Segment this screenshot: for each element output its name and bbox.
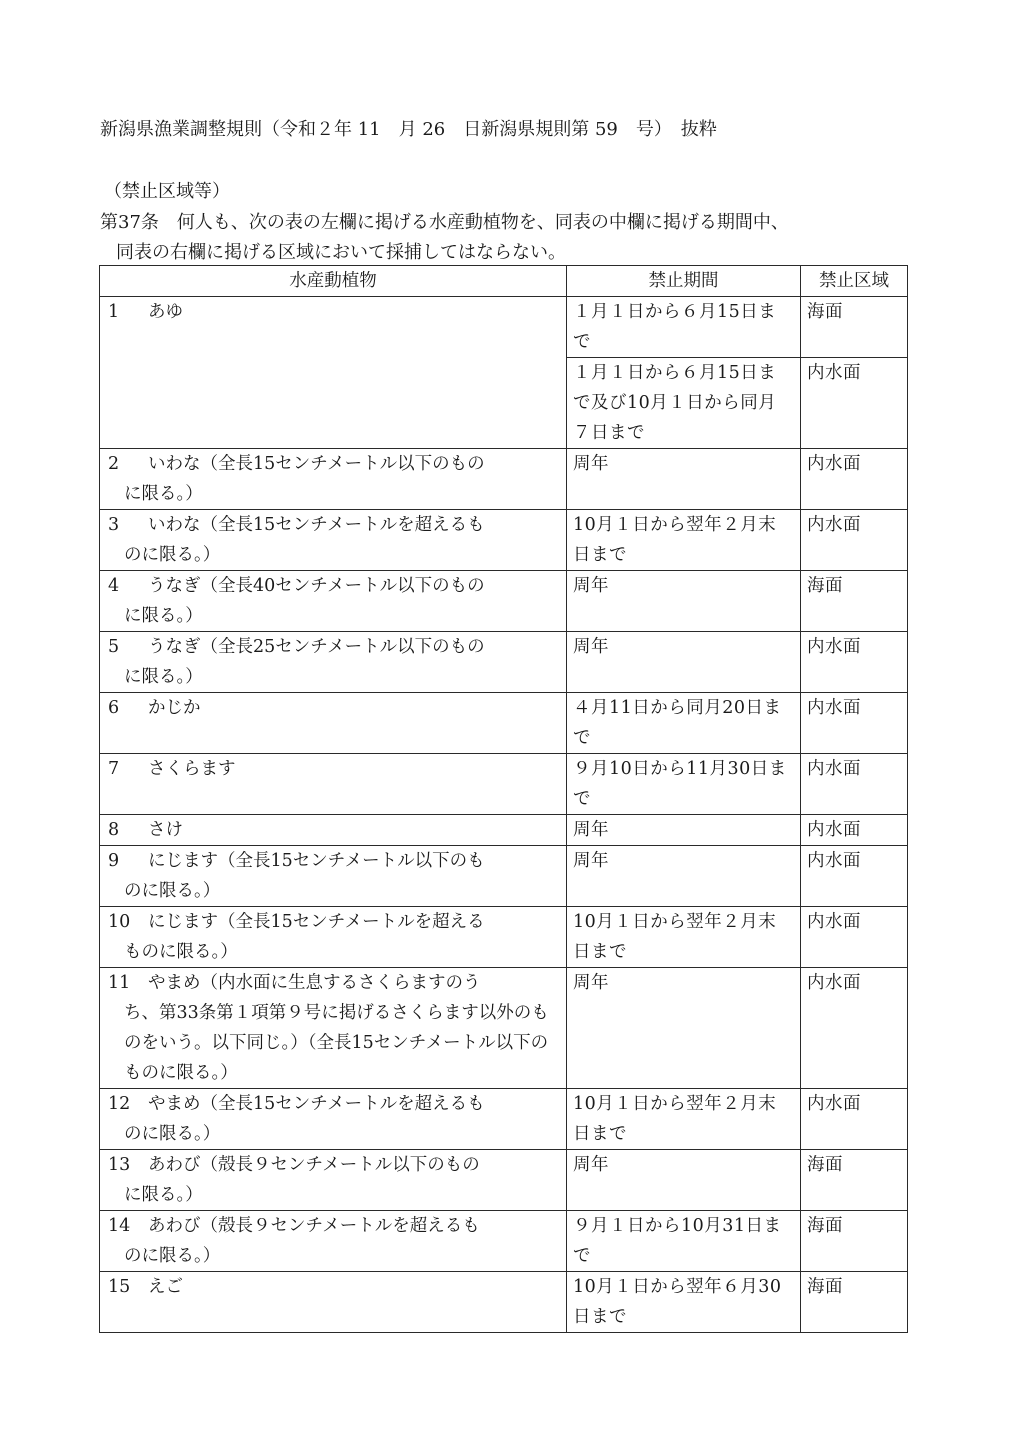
table-row [100, 449, 908, 510]
species-entry [108, 693, 560, 723]
row-number: 8 [108, 820, 120, 840]
species-entry [108, 846, 560, 906]
species-name: かじか [148, 698, 201, 718]
area-cell: 海面 [801, 571, 908, 632]
species-cell [100, 571, 567, 632]
table-row [100, 1089, 908, 1150]
species-cell [100, 632, 567, 693]
table-row [100, 968, 908, 1089]
species-entry [108, 1272, 560, 1302]
row-number: 10 [108, 912, 131, 932]
table-row [100, 1211, 908, 1272]
article-text [100, 208, 920, 268]
species-name: あわび（殻長９センチメートルを超えるも [148, 1216, 480, 1236]
species-entry [108, 449, 560, 509]
species-name: あわび（殻長９センチメートル以下のもの [148, 1155, 480, 1175]
area-cell: 内水面 [801, 693, 908, 754]
species-name-cont: ち、第33条第１項第９号に掲げるさくらます以外のものをいう。以下同じ。）（全長15センチメートル以下のものに限る。） [124, 1003, 549, 1083]
species-entry [108, 968, 560, 1088]
species-name: さくらます [148, 759, 236, 779]
species-name-cont: のに限る。） [124, 545, 221, 565]
row-number: 4 [108, 576, 120, 596]
area-cell: 内水面 [801, 1089, 908, 1150]
species-cell [100, 297, 567, 449]
row-number: 5 [108, 637, 120, 657]
area-cell: 内水面 [801, 815, 908, 846]
row-number: 12 [108, 1094, 131, 1114]
table-row [100, 815, 908, 846]
area-cell: 内水面 [801, 968, 908, 1089]
table-row [100, 907, 908, 968]
section-heading: （禁止区域等） [104, 181, 230, 202]
species-cell [100, 693, 567, 754]
species-entry [108, 1211, 560, 1271]
species-cell [100, 907, 567, 968]
area-cell: 内水面 [801, 449, 908, 510]
species-name-cont: のに限る。） [124, 1246, 221, 1266]
species-entry [108, 815, 560, 845]
species-cell [100, 754, 567, 815]
page-title: 新潟県漁業調整規則（令和２年 11 月 26 日新潟県規則第 59 号） 抜粋 [100, 119, 717, 140]
species-cell [100, 1150, 567, 1211]
prohibition-table [99, 265, 908, 1333]
species-name: にじます（全長15センチメートル以下のも [148, 851, 485, 871]
species-name-cont: に限る。） [124, 606, 203, 626]
table-row [100, 571, 908, 632]
period-cell: ４月11日から同月20日まで [567, 693, 801, 754]
period-cell: １月１日から６月15日まで及び10月１日から同月７日まで [567, 358, 801, 449]
species-name: うなぎ（全長40センチメートル以下のもの [148, 576, 485, 596]
period-cell: 周年 [567, 968, 801, 1089]
table-row [100, 297, 908, 358]
table-row [100, 632, 908, 693]
period-cell: 周年 [567, 632, 801, 693]
table-header-row [100, 266, 908, 297]
species-cell [100, 510, 567, 571]
area-cell: 内水面 [801, 510, 908, 571]
period-cell: 周年 [567, 815, 801, 846]
table-row [100, 693, 908, 754]
species-name-cont: ものに限る。） [124, 942, 238, 962]
area-cell: 内水面 [801, 907, 908, 968]
species-entry [108, 632, 560, 692]
species-cell [100, 968, 567, 1089]
species-cell [100, 1211, 567, 1272]
species-name: あゆ [148, 302, 183, 322]
table-row [100, 754, 908, 815]
row-number: 6 [108, 698, 120, 718]
period-cell: 10月１日から翌年２月末日まで [567, 510, 801, 571]
period-cell: 周年 [567, 571, 801, 632]
period-cell: 10月１日から翌年２月末日まで [567, 907, 801, 968]
row-number: 15 [108, 1277, 131, 1297]
species-name-cont: に限る。） [124, 1185, 203, 1205]
species-cell [100, 815, 567, 846]
table-row [100, 846, 908, 907]
period-cell: 周年 [567, 449, 801, 510]
species-cell [100, 1089, 567, 1150]
area-cell: 海面 [801, 297, 908, 358]
area-cell: 内水面 [801, 632, 908, 693]
species-cell [100, 449, 567, 510]
species-name: えご [148, 1277, 183, 1297]
species-entry [108, 754, 560, 784]
species-name: さけ [148, 820, 183, 840]
period-cell: 周年 [567, 1150, 801, 1211]
area-cell: 海面 [801, 1211, 908, 1272]
period-cell: １月１日から６月15日まで [567, 297, 801, 358]
article-line-2: 同表の右欄に掲げる区域において採捕してはならない。 [116, 242, 566, 263]
header-area: 禁止区域 [801, 266, 908, 297]
species-name-cont: に限る。） [124, 667, 203, 687]
species-entry [108, 1089, 560, 1149]
period-cell: 10月１日から翌年６月30日まで [567, 1272, 801, 1333]
row-number: 11 [108, 973, 131, 993]
row-number: 3 [108, 515, 120, 535]
period-cell: 10月１日から翌年２月末日まで [567, 1089, 801, 1150]
species-name: やまめ（全長15センチメートルを超えるも [148, 1094, 485, 1114]
species-entry [108, 907, 560, 967]
species-name: にじます（全長15センチメートルを超える [148, 912, 485, 932]
header-species: 水産動植物 [100, 266, 567, 297]
row-number: 2 [108, 454, 120, 474]
period-cell: 周年 [567, 846, 801, 907]
table-row [100, 1272, 908, 1333]
area-cell: 海面 [801, 1150, 908, 1211]
row-number: 7 [108, 759, 120, 779]
species-name: いわな（全長15センチメートルを超えるも [148, 515, 485, 535]
species-name: いわな（全長15センチメートル以下のもの [148, 454, 485, 474]
species-name: うなぎ（全長25センチメートル以下のもの [148, 637, 485, 657]
row-number: 13 [108, 1155, 131, 1175]
table-row [100, 510, 908, 571]
species-entry [108, 510, 560, 570]
species-cell [100, 846, 567, 907]
area-cell: 海面 [801, 1272, 908, 1333]
area-cell: 内水面 [801, 846, 908, 907]
species-name: やまめ（内水面に生息するさくらますのう [148, 973, 481, 993]
period-cell: ９月１日から10月31日まで [567, 1211, 801, 1272]
area-cell: 内水面 [801, 358, 908, 449]
species-entry [108, 297, 560, 327]
header-period: 禁止期間 [567, 266, 801, 297]
species-name-cont: のに限る。） [124, 1124, 221, 1144]
species-cell [100, 1272, 567, 1333]
row-number: 14 [108, 1216, 131, 1236]
row-number: 1 [108, 302, 120, 322]
species-entry [108, 1150, 560, 1210]
table-row [100, 1150, 908, 1211]
period-cell: ９月10日から11月30日まで [567, 754, 801, 815]
row-number: 9 [108, 851, 120, 871]
area-cell: 内水面 [801, 754, 908, 815]
species-name-cont: のに限る。） [124, 881, 221, 901]
article-line-1: 第37条 何人も、次の表の左欄に掲げる水産動植物を、同表の中欄に掲げる期間中、 [100, 212, 789, 233]
species-name-cont: に限る。） [124, 484, 203, 504]
species-entry [108, 571, 560, 631]
